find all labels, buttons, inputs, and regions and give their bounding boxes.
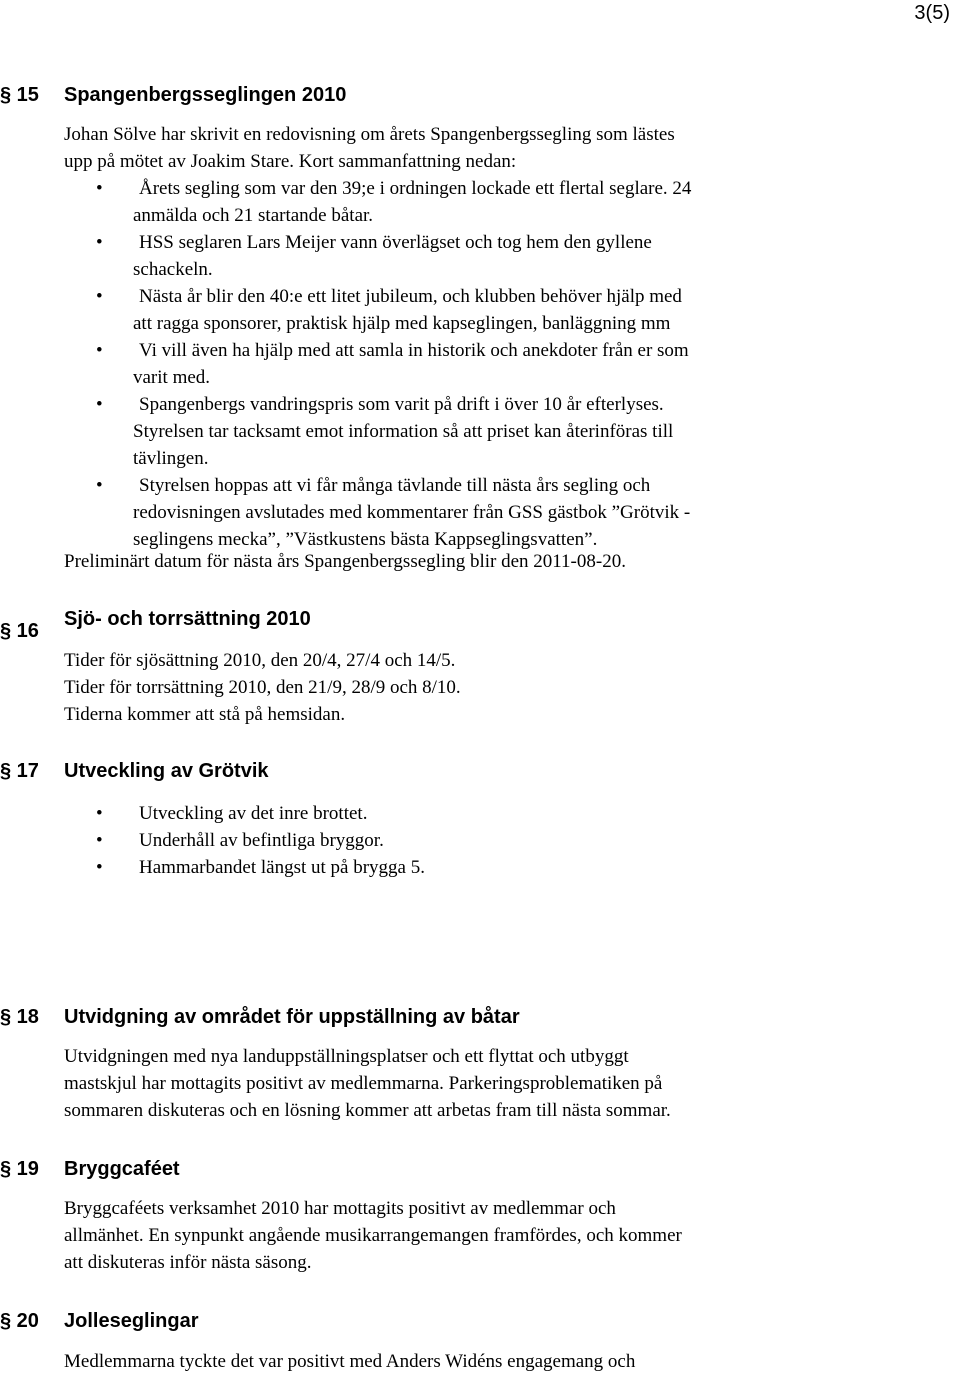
text-line: Utvidgningen med nya landuppställningsplatser och ett flyttat och utbyggt <box>64 1046 629 1067</box>
section-title: Utveckling av Grötvik <box>64 760 269 782</box>
text-line: HSS seglaren Lars Meijer vann överlägset och tog hem den gyllene <box>139 232 652 253</box>
list-item <box>0 175 820 229</box>
list-item <box>0 337 820 391</box>
section-15-closing <box>64 548 864 575</box>
text-line: Utveckling av det inre brottet. <box>139 803 368 824</box>
bullet-icon: • <box>96 803 103 824</box>
text-line: Johan Sölve har skrivit en redovisning om årets Spangenbergssegling som lästes <box>64 124 675 145</box>
bullet-icon: • <box>96 830 103 851</box>
list-item <box>0 472 820 553</box>
text-line: mastskjul har mottagits positivt av medlemmarna. Parkeringsproblematiken på <box>64 1073 663 1094</box>
list-item <box>0 283 820 337</box>
section-title: Bryggcaféet <box>64 1158 180 1180</box>
text-line: tävlingen. <box>133 448 209 469</box>
bullet-icon: • <box>96 340 103 361</box>
section-number: § 17 <box>0 760 39 782</box>
text-line: varit med. <box>133 367 211 388</box>
text-line: Bryggcaféets verksamhet 2010 har mottagits positivt av medlemmar och <box>64 1198 616 1219</box>
list-item <box>0 827 820 854</box>
text-line: Medlemmarna tyckte det var positivt med Anders Widéns engagemang och <box>64 1351 636 1372</box>
section-title: Sjö- och torrsättning 2010 <box>64 608 311 630</box>
text-line: schackeln. <box>133 259 213 280</box>
section-16-body <box>64 647 864 728</box>
section-number: § 18 <box>0 1006 39 1028</box>
text-line: Styrelsen tar tacksamt emot information så att priset kan återinföras till <box>133 421 674 442</box>
list-item <box>0 391 820 472</box>
bullet-icon: • <box>96 286 103 307</box>
text-line: Vi vill även ha hjälp med att samla in historik och anekdoter från er som <box>139 340 689 361</box>
bullet-icon: • <box>96 394 103 415</box>
bullet-icon: • <box>96 857 103 878</box>
text-line: Tider för torrsättning 2010, den 21/9, 28/9 och 8/10. <box>64 677 461 698</box>
text-line: Styrelsen hoppas att vi får många tävlande till nästa års segling och <box>139 475 651 496</box>
section-19-body <box>64 1195 864 1276</box>
section-title: Spangenbergsseglingen 2010 <box>64 84 347 106</box>
text-line: Preliminärt datum för nästa års Spangenbergssegling blir den 2011-08-20. <box>64 551 626 572</box>
list-item <box>0 800 820 827</box>
text-line: seglingens mecka”, ”Västkustens bästa Kappseglingsvatten”. <box>133 529 598 550</box>
bullet-icon: • <box>96 178 103 199</box>
section-number: § 19 <box>0 1158 39 1180</box>
text-line: allmänhet. En synpunkt angående musikarrangemangen framfördes, och kommer <box>64 1225 682 1246</box>
section-18-body <box>64 1043 864 1124</box>
section-17-bullet-list <box>0 800 820 881</box>
text-line: att diskuteras inför nästa säsong. <box>64 1252 312 1273</box>
section-20-body <box>64 1348 864 1375</box>
bullet-icon: • <box>96 232 103 253</box>
text-line: Hammarbandet längst ut på brygga 5. <box>139 857 425 878</box>
text-line: redovisningen avslutades med kommentarer från GSS gästbok ”Grötvik - <box>133 502 691 523</box>
text-line: Tider för sjösättning 2010, den 20/4, 27/4 och 14/5. <box>64 650 456 671</box>
text-line: upp på mötet av Joakim Stare. Kort sammanfattning nedan: <box>64 151 517 172</box>
section-title: Jolleseglingar <box>64 1310 199 1332</box>
text-line: anmälda och 21 startande båtar. <box>133 205 374 226</box>
section-number: § 16 <box>0 620 39 642</box>
page-number: 3(5) <box>914 2 950 24</box>
section-15-bullet-list <box>0 175 820 553</box>
text-line: Spangenbergs vandringspris som varit på drift i över 10 år efterlyses. <box>139 394 664 415</box>
bullet-icon: • <box>96 475 103 496</box>
section-number: § 20 <box>0 1310 39 1332</box>
text-line: Underhåll av befintliga bryggor. <box>139 830 384 851</box>
text-line: sommaren diskuteras och en lösning kommer att arbetas fram till nästa sommar. <box>64 1100 671 1121</box>
list-item <box>0 854 820 881</box>
list-item <box>0 229 820 283</box>
text-line: Tiderna kommer att stå på hemsidan. <box>64 704 346 725</box>
text-line: att ragga sponsorer, praktisk hjälp med kapseglingen, banläggning mm <box>133 313 671 334</box>
text-line: Nästa år blir den 40:e ett litet jubileum, och klubben behöver hjälp med <box>139 286 682 307</box>
section-title: Utvidgning av området för uppställning av båtar <box>64 1006 520 1028</box>
section-number: § 15 <box>0 84 39 106</box>
text-line: Årets segling som var den 39;e i ordningen lockade ett flertal seglare. 24 <box>139 178 692 199</box>
section-15-intro <box>64 121 864 175</box>
